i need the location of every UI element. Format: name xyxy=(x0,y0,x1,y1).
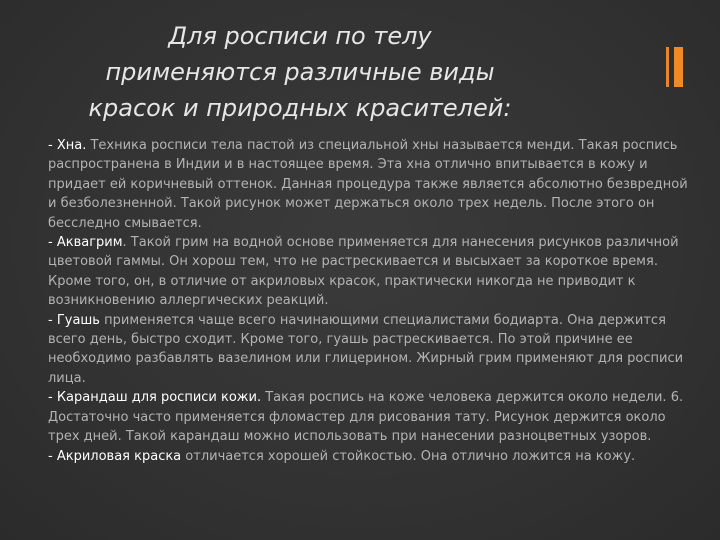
slide-body xyxy=(48,136,688,466)
paragraph-text-pencil: Такая роспись на коже человека держится около недели. 6. Достаточно часто применяется фломастер для рисования тату. Рисунок держится около трех дней. Такой карандаш можно использовать при нанесении разноцветных узоров. xyxy=(48,390,684,445)
paragraph-prefix: - xyxy=(48,312,57,328)
paragraph-text-gouache: применяется чаще всего начинающими специалистами бодиарта. Она держится всего день, быстро сходит. Кроме того, гуашь растрескивается. По этой причине ее необходимо разбавлять вазелином или глицерином. Жирный грим применяют для росписи лица. xyxy=(48,312,684,386)
paragraph-prefix: - xyxy=(48,235,57,251)
paragraph-lead-gouache: Гуашь xyxy=(56,312,100,328)
slide-title: Для росписи по телу применяются различные виды красок и природных красителей: xyxy=(88,22,512,122)
paragraph-text-aquagrim: . Такой грим на водной основе применяется для нанесения рисунков различной цветовой гаммы. Он хорош тем, что не растрескивается и высыхает за короткое время. Кроме того, он, в отличие от акриловых красок, практически никогда не приводит к возникновению аллергических реакций. xyxy=(48,235,679,309)
paragraph-acrylic xyxy=(48,447,688,466)
paragraph-lead-aquagrim: Аквагрим xyxy=(56,235,123,251)
paragraph-lead-pencil: Карандаш для росписи кожи. xyxy=(56,390,262,406)
paragraph-lead-henna: Хна. xyxy=(56,138,87,153)
accent-bar-thick xyxy=(674,47,683,87)
accent-bar-thin xyxy=(666,47,669,87)
paragraph-aquagrim xyxy=(48,233,688,311)
paragraph-pencil xyxy=(48,388,688,446)
paragraph-prefix: - xyxy=(48,390,57,406)
paragraph-text-acrylic: отличается хорошей стойкостью. Она отлично ложится на кожу. xyxy=(181,448,636,464)
paragraph-lead-acrylic: Акриловая краска xyxy=(56,448,182,464)
paragraph-text-henna: Техника росписи тела пастой из специальной хны называется менди. Такая роспись распространена в Индии и в настоящее время. Эта хна отлично впитывается в кожу и придает ей коричневый оттенок. Данная процедура также является абсолютно безвредной и безболезненной. Такой рисунок может держаться около трех недель. После этого он бесследно смывается. xyxy=(48,138,688,231)
paragraph-prefix: - xyxy=(48,448,57,464)
paragraph-henna xyxy=(48,136,688,233)
paragraph-prefix: - xyxy=(48,138,57,153)
paragraph-gouache xyxy=(48,311,688,389)
